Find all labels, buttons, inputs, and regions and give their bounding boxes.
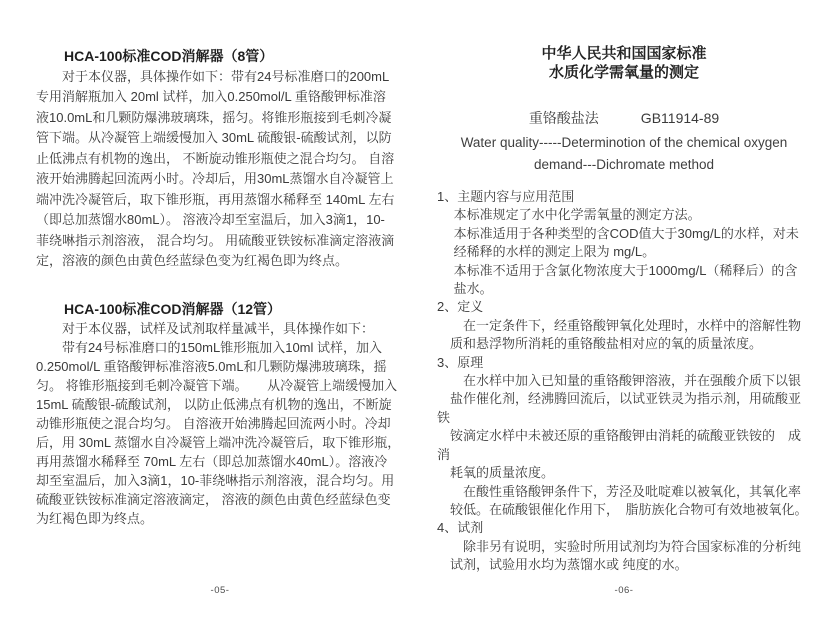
section-body-8-tube — [36, 67, 414, 272]
text-line: 再用蒸馏水稀释至 70mL 左右（即总加蒸馏水40mL）。溶液冷 — [36, 453, 388, 469]
text-line: 4、试剂 — [437, 520, 484, 536]
text-line: 0.250mol/L 重铬酸钾标准溶液5.0mL和几颗防爆沸玻璃珠，摇 — [36, 358, 387, 374]
text-line: 动锥形瓶使之混合均匀。 自溶液开始沸腾起回流两小时。冷却 — [36, 415, 391, 431]
text-line: 匀。 将锥形瓶接到毛刺冷凝管下端。 从冷凝管上端缓慢加入 — [36, 377, 398, 393]
text-line: 定，溶液的颜色由黄色经蓝绿色变为红褐色即为终点。 — [36, 253, 349, 268]
text-line: 1、主题内容与应用范围 — [437, 189, 575, 204]
standard-english-title-line2: demand---Dichromate method — [533, 157, 715, 172]
text-line: 在水样中加入已知量的重铬酸钾溶液，并在强酸介质下以银 — [437, 373, 802, 389]
text-line: 专用消解瓶加入 20ml 试样，加入0.250mol/L 重铬酸钾标准溶 — [36, 89, 386, 104]
section-cod-digester-12-tube — [36, 300, 414, 528]
text-line: 3、原理 — [437, 354, 484, 370]
left-page — [36, 46, 414, 528]
section-title-8-tube: HCA-100标准COD消解器（8管） — [64, 48, 274, 64]
page-number-right: -06- — [614, 585, 634, 596]
text-line: 铵滴定水样中未被还原的重铬酸钾由消耗的硫酸亚铁铵的 成消 — [437, 428, 802, 462]
text-line: 耗氧的质量浓度。 — [437, 465, 555, 481]
text-line: 止低沸点有机物的逸出， 不断旋动锥形瓶使之混合均匀。 自溶 — [36, 150, 395, 166]
text-line: 在一定条件下，经重铬酸钾氧化处理时，水样中的溶解性物 — [437, 317, 802, 333]
text-line: 在酸性重铬酸钾条件下，芳泾及吡啶难以被氧化，其氧化率 — [437, 483, 802, 499]
section-body-12-tube — [36, 319, 414, 528]
text-line: 试剂，试验用水均为蒸馏水或 纯度的水。 — [437, 557, 688, 573]
standard-method-and-code: 重铬酸盐法 GB11914-89 — [528, 110, 720, 126]
text-line: 却至室温后，加入3滴1，10-菲绕啉指示剂溶液，混合均匀。用 — [36, 472, 395, 488]
text-line: 盐作催化剂，经沸腾回流后，以试亚铁灵为指示剂，用硫酸亚铁 — [437, 391, 802, 425]
standard-title-line2: 水质化学需氧量的测定 — [548, 64, 699, 81]
section-title-12-tube: HCA-100标准COD消解器（12管） — [64, 300, 282, 317]
text-line: 带有24号标准磨口的150mL锥形瓶加入10ml 试样，加入 — [36, 339, 382, 355]
text-line: 对于本仪器，具体操作如下：带有24号标准磨口的200mL — [36, 68, 390, 84]
text-line: 管下端。从冷凝管上端缓慢加入 30mL 硫酸银-硫酸试剂，以防 — [36, 130, 392, 145]
text-line: 较低。在硫酸银催化作用下， 脂肪族化合物可有效地被氧化。 — [437, 501, 808, 517]
text-line: 本标准规定了水中化学需氧量的测定方法。 — [437, 207, 701, 223]
standard-english-title-line1: Water quality-----Determinotion of the chemical oxygen — [460, 135, 788, 150]
text-line: 为红褐色即为终点。 — [36, 510, 154, 526]
text-line: 质和悬浮物所消耗的重铬酸盐相对应的氧的质量浓度。 — [437, 336, 763, 352]
page-number-left: -05- — [210, 585, 230, 596]
text-line: 端冲洗冷凝管后，取下锥形瓶，再用蒸馏水稀释至 140mL 左右 — [36, 191, 395, 207]
text-line: 后，用 30mL 蒸馏水自冷凝管上端冲洗冷凝管后，取下锥形瓶， — [36, 434, 401, 450]
text-line: 液10.0mL和几颗防爆沸玻璃珠，摇匀。将锥形瓶接到毛刺冷凝 — [36, 109, 392, 125]
text-line: 15mL 硫酸银-硫酸试剂， 以防止低沸点有机物的逸出，不断旋 — [36, 396, 392, 412]
text-line: （即总加蒸馏水80mL）。 溶液冷却至室温后，加入3滴1，10- — [36, 212, 385, 227]
standard-title-line1: 中华人民共和国国家标准 — [541, 45, 707, 62]
text-line: 除非另有说明，实验时所用试剂均为符合国家标准的分析纯 — [437, 538, 802, 554]
text-line: 盐水。 — [437, 281, 493, 297]
section-cod-digester-8-tube — [36, 46, 414, 272]
text-line: 经稀释的水样的测定上限为 mg/L。 — [437, 244, 656, 260]
text-line: 2、定义 — [437, 299, 484, 315]
text-line: 本标准不适用于含氯化物浓度大于1000mg/L（稀释后）的含 — [437, 262, 798, 278]
right-page — [437, 44, 811, 575]
text-line: 硫酸亚铁铵标准滴定溶液滴定， 溶液的颜色由黄色经蓝绿色变 — [36, 491, 391, 507]
standard-body-text — [437, 188, 811, 575]
text-line: 对于本仪器，试样及试剂取样量减半，具体操作如下： — [36, 320, 375, 336]
text-line: 本标准适用于各种类型的含COD值大于30mg/L的水样，对未 — [437, 225, 799, 241]
text-line: 菲绕啉指示剂溶液， 混合均匀。 用硫酸亚铁铵标准滴定溶液滴 — [36, 232, 395, 248]
text-line: 液开始沸腾起回流两小时。冷却后，用30mL蒸馏水自冷凝管上 — [36, 171, 394, 186]
